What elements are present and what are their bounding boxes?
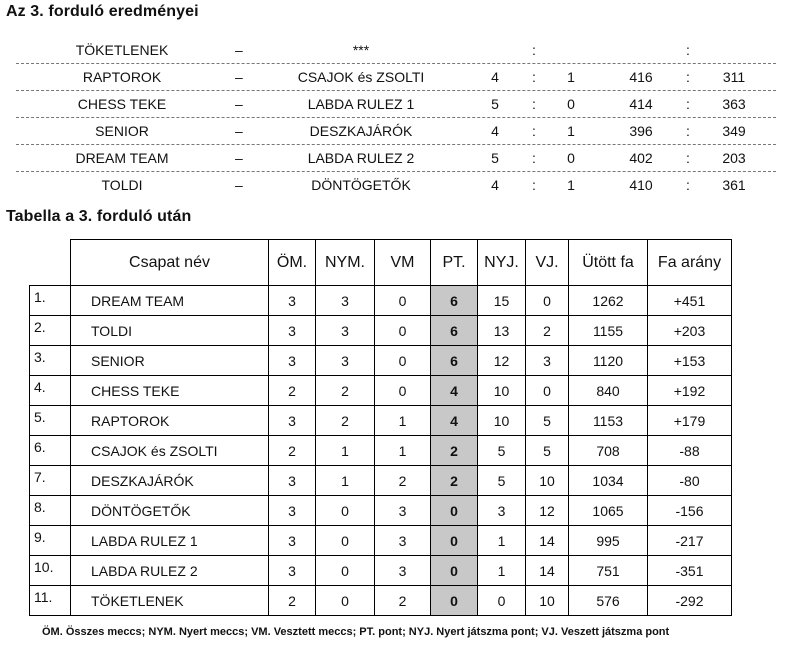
cell-nym: 1 [316,436,375,466]
cell-nyj: 15 [478,286,526,316]
cell-nyj: 10 [478,406,526,436]
cell-fa: 995 [569,526,648,556]
cell-vj: 5 [526,406,569,436]
cell-vm: 0 [375,346,431,376]
cell-fa: 1120 [569,346,648,376]
cell-om: 2 [269,376,316,406]
cell-vj: 0 [526,286,569,316]
cell-vj: 10 [526,466,569,496]
cell-vm: 3 [375,556,431,586]
table-row [30,406,732,436]
cell-vj: 14 [526,526,569,556]
team-name: CSAJOK és ZSOLTI [71,436,269,466]
away-pins: 363 [722,96,746,112]
table-row [30,586,732,616]
cell-fa: 1262 [569,286,648,316]
dash: – [235,150,243,166]
away-team: LABDA RULEZ 1 [307,96,415,112]
header-vj: VJ. [526,240,569,286]
colon: : [532,69,536,85]
colon: : [686,150,690,166]
away-team: DÖNTÖGETŐK [311,177,411,193]
header-blank [30,240,71,286]
home-team: RAPTOROK [82,69,162,85]
table-row [30,346,732,376]
cell-arany: +192 [648,376,732,406]
home-games: 4 [491,177,499,193]
rank: 5. [30,406,71,436]
cell-vj: 0 [526,376,569,406]
cell-fa: 708 [569,436,648,466]
home-games: 4 [491,69,499,85]
cell-pt: 0 [431,586,478,616]
colon: : [686,123,690,139]
cell-vj: 2 [526,316,569,346]
away-team: LABDA RULEZ 2 [307,150,415,166]
cell-om: 3 [269,346,316,376]
results-title: Az 3. forduló eredményei [6,3,199,20]
cell-vm: 0 [375,316,431,346]
cell-fa: 1155 [569,316,648,346]
dash: – [235,96,243,112]
cell-om: 3 [269,526,316,556]
dash: – [235,177,243,193]
dash: – [235,69,243,85]
header-om: ÖM. [269,240,316,286]
cell-vm: 0 [375,376,431,406]
home-pins: 402 [629,150,653,166]
home-team: TOLDI [101,177,143,193]
results-list [16,37,776,199]
cell-pt: 0 [431,556,478,586]
rank: 7. [30,466,71,496]
standings-table [29,239,732,616]
team-name: DREAM TEAM [71,286,269,316]
cell-fa: 1153 [569,406,648,436]
cell-pt: 6 [431,346,478,376]
colon: : [532,123,536,139]
cell-om: 3 [269,466,316,496]
rank: 4. [30,376,71,406]
result-row [16,172,776,199]
cell-arany: -80 [648,466,732,496]
away-games: 0 [567,96,575,112]
cell-pt: 0 [431,496,478,526]
rank: 10. [30,556,71,586]
table-row [30,496,732,526]
cell-fa: 840 [569,376,648,406]
away-games: 1 [567,123,575,139]
header-vm: VM [375,240,431,286]
cell-arany: +203 [648,316,732,346]
cell-om: 3 [269,406,316,436]
rank: 11. [30,586,71,616]
team-name: DESZKAJÁRÓK [71,466,269,496]
result-row [16,118,776,145]
cell-vm: 2 [375,466,431,496]
cell-fa: 1065 [569,496,648,526]
team-name: RAPTOROK [71,406,269,436]
cell-nym: 0 [316,526,375,556]
cell-vj: 14 [526,556,569,586]
colon: : [686,69,690,85]
team-name: DÖNTÖGETŐK [71,496,269,526]
cell-fa: 576 [569,586,648,616]
home-team: TÖKETLENEK [75,42,169,58]
table-row [30,466,732,496]
cell-nym: 0 [316,496,375,526]
cell-arany: -217 [648,526,732,556]
away-games: 1 [567,177,575,193]
team-name: SENIOR [71,346,269,376]
table-row [30,436,732,466]
home-games: 5 [491,150,499,166]
cell-pt: 4 [431,406,478,436]
cell-fa: 751 [569,556,648,586]
home-games: 4 [491,123,499,139]
colon: : [532,150,536,166]
away-pins: 361 [722,177,746,193]
cell-pt: 0 [431,526,478,556]
rank: 9. [30,526,71,556]
cell-nyj: 1 [478,556,526,586]
cell-nym: 2 [316,406,375,436]
cell-nyj: 13 [478,316,526,346]
cell-nyj: 1 [478,526,526,556]
table-row [30,556,732,586]
cell-nyj: 5 [478,466,526,496]
cell-vj: 5 [526,436,569,466]
cell-vj: 12 [526,496,569,526]
cell-arany: -156 [648,496,732,526]
colon: : [686,42,690,58]
cell-arany: +153 [648,346,732,376]
colon: : [686,96,690,112]
cell-om: 3 [269,496,316,526]
cell-nym: 3 [316,286,375,316]
colon: : [532,96,536,112]
cell-nym: 3 [316,316,375,346]
cell-pt: 6 [431,316,478,346]
home-team: DREAM TEAM [75,150,169,166]
result-row [16,145,776,172]
cell-nym: 1 [316,466,375,496]
cell-arany: -88 [648,436,732,466]
team-name: TÖKETLENEK [71,586,269,616]
cell-arany: -292 [648,586,732,616]
cell-om: 3 [269,556,316,586]
cell-pt: 6 [431,286,478,316]
away-pins: 311 [722,69,746,85]
cell-vm: 3 [375,526,431,556]
cell-pt: 2 [431,466,478,496]
cell-nym: 3 [316,346,375,376]
cell-fa: 1034 [569,466,648,496]
cell-om: 3 [269,286,316,316]
team-name: LABDA RULEZ 1 [71,526,269,556]
home-games: 5 [491,96,499,112]
team-name: CHESS TEKE [71,376,269,406]
cell-vm: 2 [375,586,431,616]
cell-nyj: 3 [478,496,526,526]
table-row [30,526,732,556]
home-team: CHESS TEKE [77,96,167,112]
table-row [30,286,732,316]
result-row [16,37,776,64]
cell-vj: 10 [526,586,569,616]
rank: 1. [30,286,71,316]
rank: 3. [30,346,71,376]
dash: – [235,42,243,58]
cell-nym: 2 [316,376,375,406]
dash: – [235,123,243,139]
cell-vj: 3 [526,346,569,376]
table-row [30,316,732,346]
header-row [30,240,732,286]
home-team: SENIOR [95,123,149,139]
header-team: Csapat név [71,240,269,286]
result-row [16,91,776,118]
cell-nyj: 0 [478,586,526,616]
header-arany: Fa arány [648,240,732,286]
team-name: LABDA RULEZ 2 [71,556,269,586]
header-fa: Ütött fa [569,240,648,286]
cell-om: 3 [269,316,316,346]
home-pins: 410 [629,177,653,193]
standings-title: Tabella a 3. forduló után [6,208,192,225]
cell-vm: 1 [375,406,431,436]
colon: : [686,177,690,193]
colon: : [532,42,536,58]
away-games: 1 [567,69,575,85]
cell-nyj: 12 [478,346,526,376]
away-team: DESZKAJÁRÓK [309,123,413,139]
header-nyj: NYJ. [478,240,526,286]
cell-pt: 4 [431,376,478,406]
cell-vm: 0 [375,286,431,316]
home-pins: 414 [629,96,653,112]
rank: 8. [30,496,71,526]
team-name: TOLDI [71,316,269,346]
away-team: *** [352,42,370,58]
home-pins: 396 [629,123,653,139]
cell-arany: +451 [648,286,732,316]
rank: 2. [30,316,71,346]
cell-om: 2 [269,436,316,466]
away-pins: 349 [722,123,746,139]
header-nym: NYM. [316,240,375,286]
cell-arany: +179 [648,406,732,436]
cell-nym: 0 [316,586,375,616]
cell-om: 2 [269,586,316,616]
cell-vm: 3 [375,496,431,526]
cell-nyj: 5 [478,436,526,466]
cell-arany: -351 [648,556,732,586]
cell-pt: 2 [431,436,478,466]
header-pt: PT. [431,240,478,286]
away-games: 0 [567,150,575,166]
footnote: ÖM. Összes meccs; NYM. Nyert meccs; VM. Vesztett meccs; PT. pont; NYJ. Nyert játszma pont; VJ. Veszett játszma pont [42,626,670,638]
cell-vm: 1 [375,436,431,466]
colon: : [532,177,536,193]
cell-nyj: 10 [478,376,526,406]
result-row [16,64,776,91]
table-row [30,376,732,406]
home-pins: 416 [629,69,653,85]
away-team: CSAJOK és ZSOLTI [297,69,425,85]
rank: 6. [30,436,71,466]
away-pins: 203 [722,150,746,166]
cell-nym: 0 [316,556,375,586]
